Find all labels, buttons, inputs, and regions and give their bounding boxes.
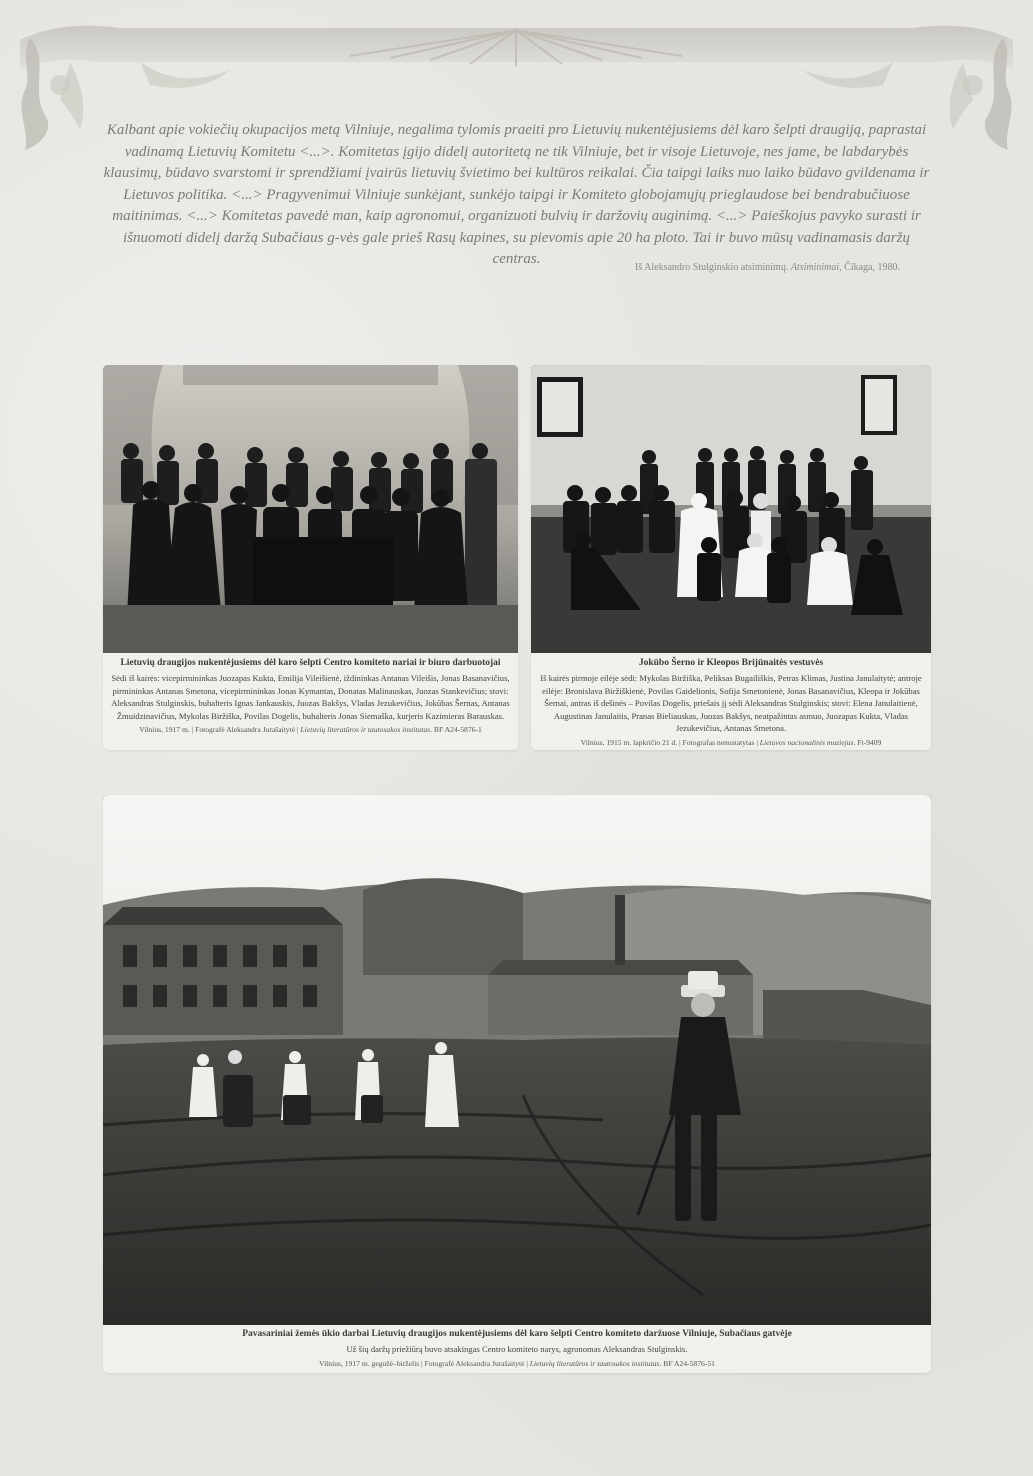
- wedding-group-photo: [531, 365, 931, 653]
- committee-group-photo: [103, 365, 518, 653]
- wedding-meta-prefix: Vilnius, 1915 m. lapkričio 21 d. | Fotografas nenustatytas |: [580, 737, 758, 747]
- garden-work-photo: [103, 795, 931, 1325]
- wedding-meta-suffix: . Ft-9409: [853, 737, 882, 747]
- wedding-caption-title: Jokūbo Šerno ir Kleopos Brijūnaitės vestuvės: [638, 658, 824, 668]
- gardens-caption-meta: [113, 1358, 921, 1369]
- quote-source: [560, 262, 900, 273]
- wedding-caption: [539, 657, 923, 748]
- gardens-caption-description: Už šių daržų priežiūrą buvo atsakingas Centro komiteto narys, agronomas Aleksandras Stulginskis.: [346, 1344, 688, 1354]
- wedding-caption-description: Iš kairės pirmoje eilėje sėdi: Mykolas Biržiška, Peliksas Bugailiškis, Petras Klimas, Justina Janulaitytė; antroje eilėje: Bronislava Biržiškienė, Povilas Gaidelionis, Sofija Smetonienė, Jonas Basanavičius, Kleopa ir Jokūbas Šernai, antras iš dešinės – Povilas Dogelis, priešais jį sėdi Aleksandras Stulginskis; stovi: Elena Janulaitienė, Augustinas Janulaitis, Pranas Bieliauskas, Juozas Bakšys, neatpažintas asmuo, Juozapas Kukta, Vladas Jezukevičius, Antanas Smetona.: [540, 673, 922, 733]
- gardens-meta-source: Lietuvių literatūros ir tautosakos institutas: [529, 1358, 660, 1368]
- gardens-caption: [113, 1328, 921, 1369]
- committee-meta-suffix: . BF A24-5876-1: [430, 725, 482, 734]
- quote-source-prefix: Iš Aleksandro Stulginskio atsiminimų.: [634, 262, 789, 273]
- gardens-meta-prefix: Vilnius, 1917 m. gegužė–birželis | Fotografė Aleksandra Jurašaitytė |: [319, 1358, 528, 1368]
- wedding-caption-meta: [539, 737, 923, 748]
- committee-caption-title: Lietuvių draugijos nukentėjusiems dėl karo šelpti Centro komiteto nariai ir biuro darbuotojai: [120, 658, 501, 668]
- wedding-meta-source: Lietuvos nacionalinis muziejus: [759, 737, 854, 747]
- photo-card-wedding: [531, 365, 931, 750]
- committee-caption-meta: [107, 724, 514, 735]
- quote-source-title: Atsiminimai: [790, 262, 840, 273]
- photo-card-gardens: [103, 795, 931, 1373]
- gardens-meta-suffix: . BF A24-5876-51: [659, 1358, 715, 1368]
- quote-source-suffix: , Čikaga, 1980.: [839, 262, 900, 273]
- committee-caption-description: Sėdi iš kairės: vicepirmininkas Juozapas Kukta, Emilija Vileišienė, iždininkas Antanas Vileišis, Jonas Basanavičius, pirmininkas Antanas Smetona, vicepirmininkas Jonas Kymantas, Donatas Malinauskas, Juozas Stankevičius; stovi: Aleksandras Stulginskis, buhalteris Ignas Jankauskis, Juozas Bakšys, Vladas Jezukevičius, Jokūbas Šernas, Antanas Žmuidzinavičius, Mykolas Biržiška, Povilas Dogelis, buhalteris Jonas Siemaška, kurjeris Kazimieras Barauskas.: [111, 673, 510, 721]
- committee-meta-source: Lietuvių literatūros ir tautosakos institutas: [300, 725, 431, 734]
- memoir-quote: [100, 120, 933, 271]
- quote-text: Kalbant apie vokiečių okupacijos metą Vilniuje, negalima tylomis praeiti pro Lietuvių nukentėjusiems dėl karo šelpti draugiją, paprastai vadinamą Lietuvių Komitetu <...>. Komitetas įgijo didelį autoritetą ne tik Vilniuje, bet ir visoje Lietuvoje, nes jame, be labdarybės klausimų, būdavo svarstomi ir sprendžiami įvairūs lietuvių švietimo bei kultūros reikalai. Čia taipgi laiks nuo laiko būdavo gvildenama ir Lietuvos politika. <...> Pragyvenimui Vilniuje sunkėjant, sunkėjo taipgi ir Komiteto globojamųjų prieglaudose bei bendrabučiuose maitinimas. <...> Komitetas pavedė man, kaip agronomui, organizuoti bulvių ir daržovių auginimą. <...> Paieškojus pavyko surasti ir išnuomoti didelį daržą Subačiaus g-vės gale prieš Rasų kapines, su pievomis apie 20 ha ploto. Tai ir buvo mūsų vadinamasis daržų centras.: [103, 122, 930, 267]
- gardens-caption-title: Pavasariniai žemės ūkio darbai Lietuvių draugijos nukentėjusiems dėl karo šelpti Centro komiteto daržuose Vilniuje, Subačiaus gatvėje: [242, 1329, 792, 1339]
- photo-card-committee: [103, 365, 518, 750]
- committee-caption: [107, 657, 514, 735]
- committee-meta-prefix: Vilnius, 1917 m. | Fotografė Aleksandra Jurašaitytė |: [139, 725, 299, 734]
